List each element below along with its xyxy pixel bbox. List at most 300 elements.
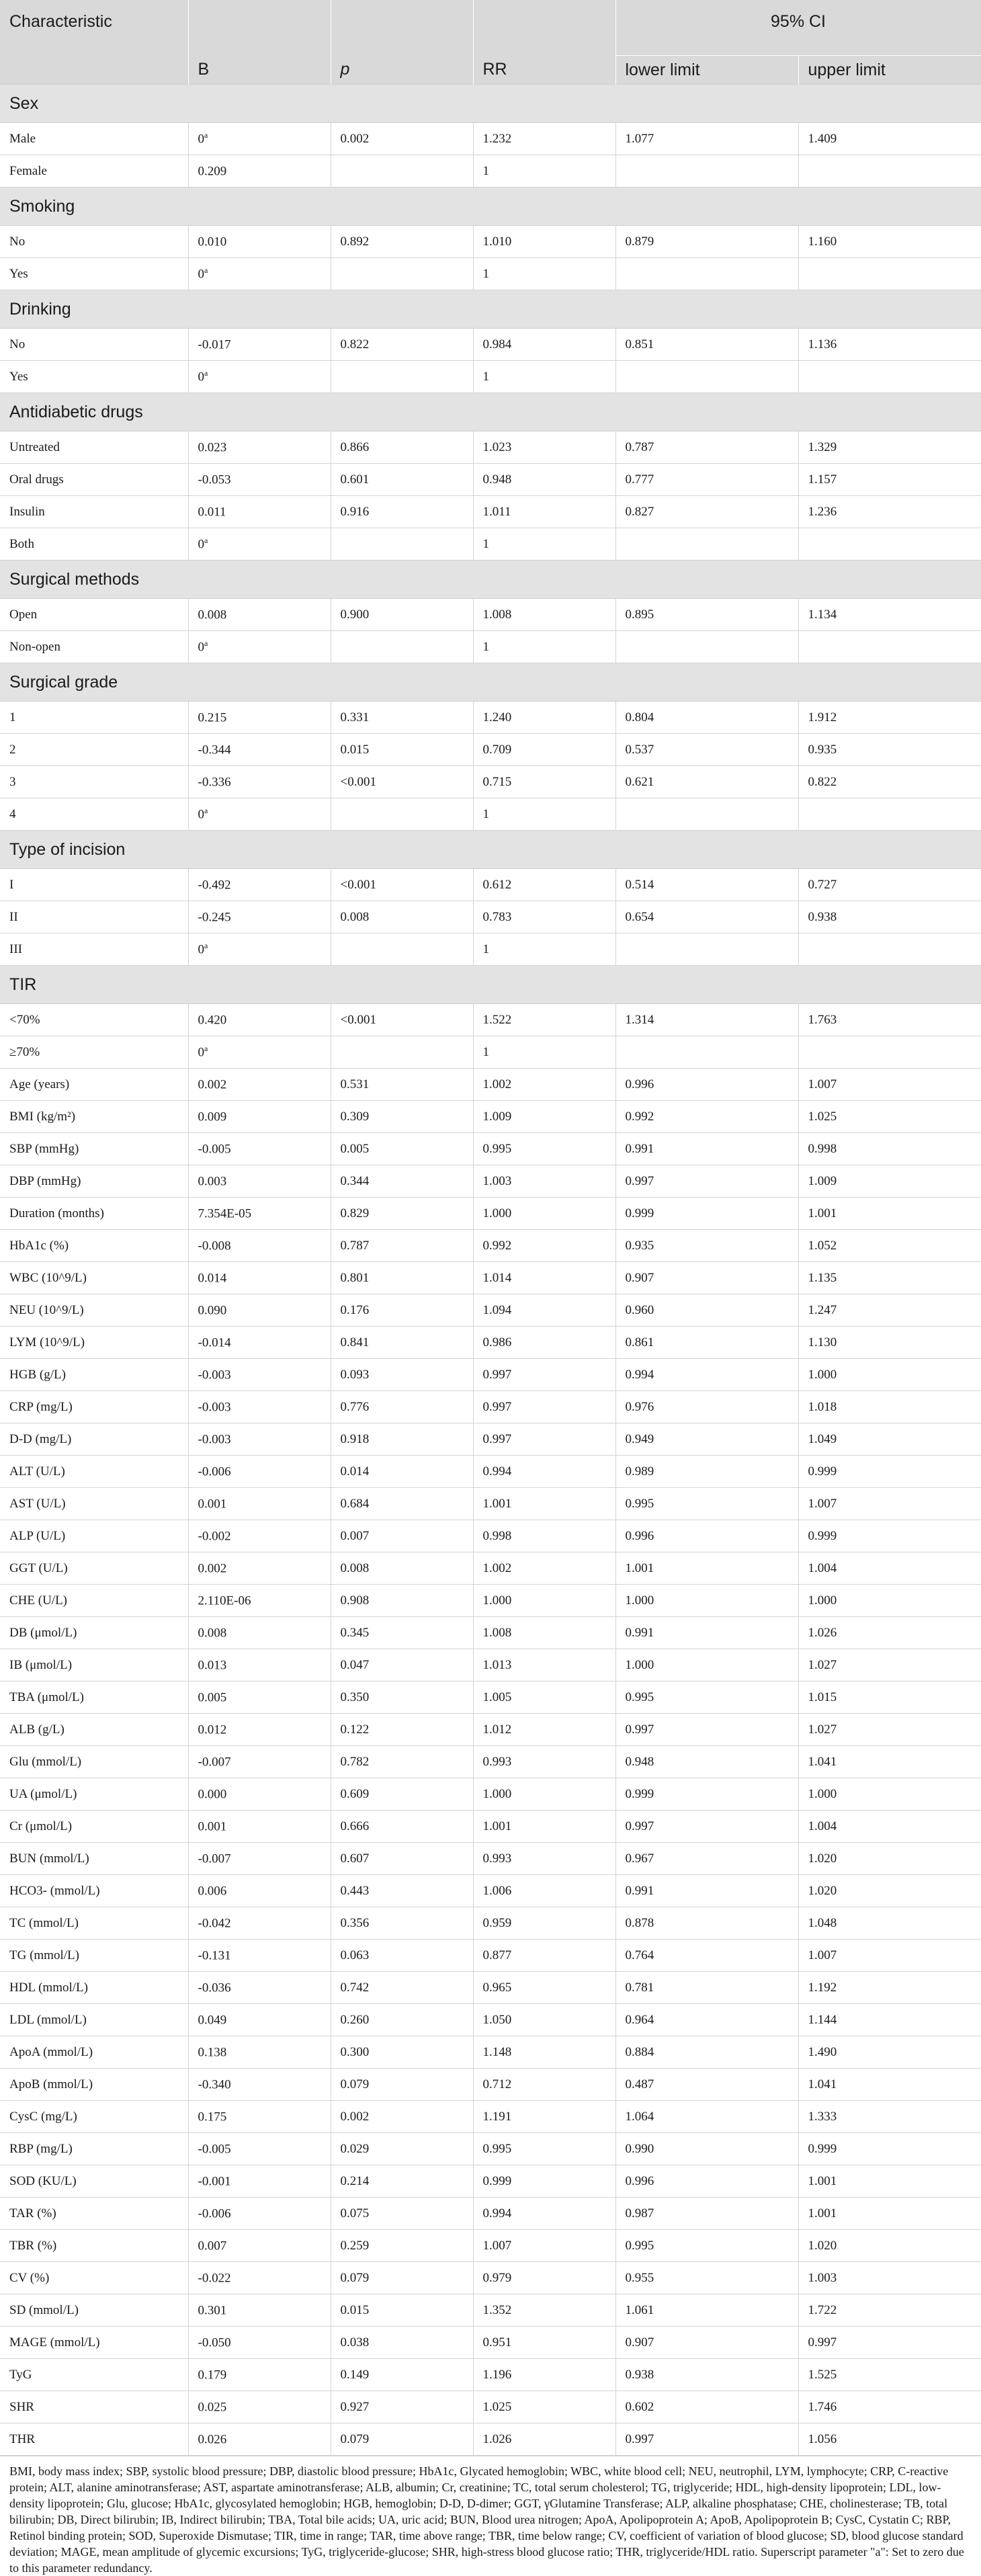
cell-characteristic: [0, 1681, 188, 1714]
cell-b-value: 2.110E-06: [198, 1593, 251, 1608]
cell-lower-limit-value: 0.878: [625, 1915, 654, 1930]
cell-lower-limit: [615, 734, 798, 766]
header-upper-limit: upper limit: [798, 56, 981, 85]
cell-upper-limit: [798, 1198, 981, 1230]
cell-rr-value: 1.008: [482, 1625, 512, 1640]
redundancy-marker: a: [204, 941, 208, 951]
cell-p: [331, 1520, 473, 1552]
cell-lower-limit: [615, 2423, 798, 2456]
cell-upper-limit-value: 1.192: [808, 1980, 837, 1995]
cell-lower-limit: [615, 1714, 798, 1746]
cell-b: [188, 1327, 331, 1359]
table-row: [0, 2165, 981, 2198]
cell-characteristic-value: TG (mmol/L): [9, 1948, 79, 1962]
cell-upper-limit: [798, 496, 981, 528]
cell-rr: [473, 1843, 615, 1875]
cell-characteristic-value: Age (years): [9, 1077, 70, 1091]
cell-p-value: 0.063: [340, 1948, 370, 1962]
cell-upper-limit-value: 1.009: [808, 1173, 837, 1188]
cell-lower-limit-value: 0.955: [625, 2270, 654, 2285]
cell-lower-limit-value: 0.861: [625, 1335, 654, 1349]
cell-rr: [473, 2359, 615, 2391]
cell-b: [188, 1101, 331, 1133]
table-row: [0, 2262, 981, 2294]
cell-characteristic-value: TyG: [9, 2367, 32, 2382]
cell-upper-limit: [798, 1359, 981, 1391]
cell-rr: [473, 2101, 615, 2133]
table-row: [0, 2359, 981, 2391]
cell-characteristic: [0, 933, 188, 966]
cell-characteristic-value: ALT (U/L): [9, 1464, 65, 1479]
cell-lower-limit-value: 0.938: [625, 2367, 654, 2382]
cell-upper-limit: [798, 2230, 981, 2262]
cell-characteristic-value: CRP (mg/L): [9, 1399, 73, 1414]
cell-characteristic: [0, 1778, 188, 1811]
cell-lower-limit-value: 0.487: [625, 2077, 654, 2091]
cell-upper-limit: [798, 1004, 981, 1036]
cell-b: [188, 464, 331, 496]
table-row: [0, 933, 981, 966]
table-row: [0, 1036, 981, 1069]
cell-b-value: -0.022: [198, 2271, 231, 2286]
cell-upper-limit: [798, 798, 981, 831]
cell-upper-limit-value: 1.026: [808, 1625, 837, 1640]
cell-characteristic-value: NEU (10^9/L): [9, 1302, 84, 1317]
table-row: [0, 496, 981, 528]
cell-characteristic: [0, 734, 188, 766]
cell-p: [331, 123, 473, 155]
cell-lower-limit-value: 0.997: [625, 1173, 654, 1188]
header-lower-limit: lower limit: [615, 56, 798, 85]
cell-upper-limit-value: 1.000: [808, 1593, 837, 1608]
cell-characteristic: [0, 1069, 188, 1101]
cell-p: [331, 2165, 473, 2198]
cell-lower-limit: [615, 1198, 798, 1230]
cell-characteristic-value: WBC (10^9/L): [9, 1270, 87, 1285]
cell-lower-limit: [615, 2359, 798, 2391]
cell-p: [331, 258, 473, 290]
cell-upper-limit-value: 1.160: [808, 234, 837, 249]
cell-b: [188, 1585, 331, 1617]
cell-rr-value: 0.715: [482, 774, 512, 789]
cell-p: [331, 1585, 473, 1617]
cell-characteristic-value: D-D (mg/L): [9, 1431, 72, 1446]
cell-p: [331, 155, 473, 188]
cell-lower-limit: [615, 2327, 798, 2359]
cell-lower-limit-value: 0.602: [625, 2399, 654, 2414]
cell-characteristic: [0, 329, 188, 361]
cell-rr: [473, 1617, 615, 1649]
cell-b: [188, 2036, 331, 2069]
cell-b: [188, 1649, 331, 1681]
cell-rr: [473, 155, 615, 188]
cell-b: [188, 702, 331, 734]
cell-p-value: 0.531: [340, 1077, 370, 1091]
table-row: [0, 1552, 981, 1585]
cell-upper-limit: [798, 329, 981, 361]
cell-p-value: 0.829: [340, 1206, 370, 1220]
cell-characteristic-value: DB (μmol/L): [9, 1625, 77, 1640]
cell-p: [331, 464, 473, 496]
cell-characteristic: [0, 2133, 188, 2165]
cell-characteristic-value: III: [9, 942, 22, 956]
cell-upper-limit: [798, 1262, 981, 1294]
cell-lower-limit: [615, 1746, 798, 1778]
cell-upper-limit-value: 1.001: [808, 2206, 837, 2220]
cell-b-value: -0.005: [198, 1142, 231, 1157]
header-spacer-rr: [473, 0, 615, 56]
table-row: [0, 1681, 981, 1714]
cell-rr: [473, 1101, 615, 1133]
cell-upper-limit-value: 1.912: [808, 710, 837, 724]
cell-p-value: 0.344: [340, 1173, 370, 1188]
cell-b: [188, 1198, 331, 1230]
cell-rr: [473, 1004, 615, 1036]
cell-lower-limit-value: 0.991: [625, 1625, 654, 1640]
cell-upper-limit-value: 1.333: [808, 2109, 837, 2124]
cell-p-value: 0.742: [340, 1980, 370, 1995]
cell-rr-value: 0.999: [482, 2173, 512, 2188]
cell-b: [188, 1165, 331, 1198]
cell-p-value: 0.684: [340, 1496, 370, 1511]
cell-b: [188, 2165, 331, 2198]
cell-p: [331, 734, 473, 766]
cell-p: [331, 2069, 473, 2101]
cell-p-value: 0.007: [340, 1528, 370, 1543]
cell-upper-limit-value: 1.236: [808, 504, 837, 519]
cell-b-value: 0: [198, 370, 204, 384]
cell-lower-limit: [615, 155, 798, 188]
cell-characteristic-value: BMI (kg/m²): [9, 1109, 76, 1124]
cell-lower-limit: [615, 226, 798, 258]
cell-rr: [473, 1198, 615, 1230]
section-row: [0, 188, 981, 226]
cell-rr-value: 0.965: [482, 1980, 512, 1995]
cell-characteristic-value: Oral drugs: [9, 472, 64, 487]
cell-upper-limit-value: 1.049: [808, 1431, 837, 1446]
cell-upper-limit: [798, 1681, 981, 1714]
cell-rr-value: 1.010: [482, 234, 512, 249]
cell-b-value: 0.008: [198, 608, 227, 622]
cell-upper-limit: [798, 766, 981, 798]
cell-upper-limit: [798, 1520, 981, 1552]
cell-p: [331, 431, 473, 464]
cell-b-value: 0: [198, 640, 204, 655]
cell-rr: [473, 1423, 615, 1456]
cell-b-value: 0.209: [198, 164, 227, 179]
table-row: [0, 1875, 981, 1907]
cell-characteristic: [0, 1423, 188, 1456]
cell-p: [331, 702, 473, 734]
cell-upper-limit-value: 0.997: [808, 2335, 837, 2350]
cell-lower-limit-value: 0.895: [625, 607, 654, 622]
cell-lower-limit-value: 0.997: [625, 1722, 654, 1737]
cell-characteristic-value: 3: [9, 774, 16, 789]
cell-lower-limit-value: 0.827: [625, 504, 654, 519]
cell-lower-limit: [615, 1456, 798, 1488]
cell-rr: [473, 226, 615, 258]
cell-lower-limit: [615, 361, 798, 393]
cell-b-value: 0.006: [198, 1884, 227, 1899]
cell-characteristic-value: No: [9, 337, 26, 351]
cell-upper-limit-value: 0.998: [808, 1141, 837, 1156]
table-row: [0, 1746, 981, 1778]
cell-b: [188, 1133, 331, 1165]
cell-upper-limit: [798, 1294, 981, 1327]
cell-upper-limit-value: 1.041: [808, 2077, 837, 2091]
cell-b: [188, 1714, 331, 1746]
cell-upper-limit: [798, 734, 981, 766]
cell-p: [331, 226, 473, 258]
cell-b: [188, 599, 331, 631]
cell-lower-limit-value: 0.949: [625, 1431, 654, 1446]
cell-upper-limit-value: 1.020: [808, 1883, 837, 1898]
cell-rr: [473, 1488, 615, 1520]
cell-characteristic: [0, 2036, 188, 2069]
cell-rr: [473, 1778, 615, 1811]
cell-lower-limit: [615, 2198, 798, 2230]
cell-b-value: 0.008: [198, 1626, 227, 1640]
cell-b-value: -0.036: [198, 1981, 231, 1995]
cell-lower-limit: [615, 123, 798, 155]
cell-lower-limit-value: 0.995: [625, 1690, 654, 1704]
table-row: [0, 1585, 981, 1617]
cell-upper-limit-value: 1.409: [808, 131, 837, 146]
cell-b: [188, 1681, 331, 1714]
cell-rr: [473, 2133, 615, 2165]
cell-lower-limit-value: 0.991: [625, 1141, 654, 1156]
cell-b-value: 0.049: [198, 2013, 227, 2028]
cell-b-value: 0: [198, 942, 204, 957]
cell-lower-limit: [615, 798, 798, 831]
cell-rr: [473, 1165, 615, 1198]
table-row: [0, 528, 981, 560]
cell-upper-limit-value: 1.135: [808, 1270, 837, 1285]
cell-lower-limit: [615, 2004, 798, 2036]
cell-rr: [473, 734, 615, 766]
cell-b: [188, 329, 331, 361]
cell-p: [331, 1714, 473, 1746]
cell-lower-limit-value: 1.314: [625, 1012, 654, 1027]
cell-b: [188, 1972, 331, 2004]
section-row: [0, 966, 981, 1004]
cell-characteristic: [0, 464, 188, 496]
cell-rr: [473, 933, 615, 966]
cell-upper-limit: [798, 1423, 981, 1456]
cell-rr: [473, 1230, 615, 1262]
cell-characteristic: [0, 2004, 188, 2036]
cell-lower-limit: [615, 2230, 798, 2262]
cell-b-value: -0.014: [198, 1335, 231, 1350]
cell-lower-limit: [615, 496, 798, 528]
cell-characteristic: [0, 631, 188, 663]
cell-lower-limit-value: 0.537: [625, 742, 654, 757]
cell-rr: [473, 2327, 615, 2359]
cell-lower-limit: [615, 2262, 798, 2294]
cell-lower-limit-value: 0.989: [625, 1464, 654, 1479]
cell-lower-limit-value: 0.995: [625, 1496, 654, 1511]
table-row: [0, 1069, 981, 1101]
cell-p: [331, 1617, 473, 1649]
cell-lower-limit: [615, 1811, 798, 1843]
cell-upper-limit: [798, 2423, 981, 2456]
table-row: [0, 361, 981, 393]
cell-b: [188, 1875, 331, 1907]
cell-rr-value: 1.008: [482, 607, 512, 622]
cell-b: [188, 1617, 331, 1649]
cell-p: [331, 1101, 473, 1133]
table-body: [0, 85, 981, 2456]
cell-b: [188, 2294, 331, 2327]
cell-upper-limit: [798, 2036, 981, 2069]
cell-b: [188, 1843, 331, 1875]
cell-upper-limit-value: 1.020: [808, 2238, 837, 2253]
cell-characteristic-value: AST (U/L): [9, 1496, 66, 1511]
cell-b-value: 0.002: [198, 1077, 227, 1092]
cell-rr-value: 1.011: [482, 504, 511, 519]
cell-rr: [473, 1359, 615, 1391]
cell-rr-value: 1.007: [482, 2238, 512, 2253]
cell-lower-limit: [615, 631, 798, 663]
cell-characteristic: [0, 2423, 188, 2456]
cell-p-value: 0.866: [340, 440, 370, 454]
cell-characteristic-value: ≥70%: [9, 1044, 40, 1059]
cell-rr-value: 0.783: [482, 909, 512, 924]
cell-b-value: 0.003: [198, 1174, 227, 1189]
cell-p-value: <0.001: [340, 877, 376, 892]
table-row: [0, 1488, 981, 1520]
cell-b-value: -0.001: [198, 2174, 231, 2189]
cell-characteristic: [0, 2069, 188, 2101]
cell-characteristic: [0, 2165, 188, 2198]
cell-characteristic-value: HCO3- (mmol/L): [9, 1883, 100, 1898]
cell-p: [331, 2327, 473, 2359]
cell-b: [188, 1391, 331, 1423]
cell-upper-limit: [798, 1778, 981, 1811]
cell-p-value: 0.005: [340, 1141, 370, 1156]
cell-upper-limit: [798, 2165, 981, 2198]
cell-upper-limit-value: 1.722: [808, 2302, 837, 2317]
cell-rr: [473, 258, 615, 290]
cell-rr: [473, 798, 615, 831]
cell-lower-limit: [615, 2101, 798, 2133]
cell-lower-limit: [615, 1133, 798, 1165]
cell-characteristic: [0, 1875, 188, 1907]
cell-upper-limit: [798, 1327, 981, 1359]
cell-b-value: -0.053: [198, 472, 231, 487]
cell-rr-value: 1.005: [482, 1690, 512, 1704]
cell-upper-limit-value: 1.056: [808, 2432, 837, 2446]
cell-rr: [473, 1585, 615, 1617]
cell-lower-limit-value: 0.907: [625, 1270, 654, 1285]
cell-lower-limit-value: 0.964: [625, 2012, 654, 2027]
table-row: [0, 2294, 981, 2327]
cell-rr-value: 1.352: [482, 2302, 512, 2317]
redundancy-marker: a: [204, 536, 208, 546]
cell-p: [331, 1681, 473, 1714]
table-row: [0, 599, 981, 631]
cell-characteristic: [0, 1520, 188, 1552]
cell-p: [331, 1940, 473, 1972]
cell-upper-limit: [798, 1230, 981, 1262]
cell-upper-limit: [798, 361, 981, 393]
cell-rr: [473, 528, 615, 560]
cell-characteristic-value: ApoA (mmol/L): [9, 2044, 93, 2059]
header-b: B: [188, 56, 331, 85]
table-row: [0, 1198, 981, 1230]
section-row: [0, 290, 981, 329]
section-row: [0, 663, 981, 702]
cell-p-value: 0.609: [340, 1786, 370, 1801]
cell-upper-limit: [798, 1101, 981, 1133]
cell-rr-value: 0.997: [482, 1399, 512, 1414]
cell-p: [331, 2198, 473, 2230]
redundancy-marker: a: [204, 638, 208, 649]
cell-b: [188, 1940, 331, 1972]
cell-lower-limit-value: 0.514: [625, 877, 654, 892]
cell-characteristic: [0, 1198, 188, 1230]
cell-rr-value: 1.002: [482, 1561, 512, 1575]
cell-p: [331, 798, 473, 831]
cell-b: [188, 2262, 331, 2294]
cell-characteristic-value: BUN (mmol/L): [9, 1851, 89, 1866]
cell-b: [188, 631, 331, 663]
cell-characteristic-value: Insulin: [9, 504, 45, 519]
cell-rr: [473, 2230, 615, 2262]
cell-b: [188, 2327, 331, 2359]
cell-upper-limit-value: 1.048: [808, 1915, 837, 1930]
cell-b: [188, 1746, 331, 1778]
redundancy-marker: a: [204, 130, 208, 140]
cell-characteristic-value: 2: [9, 742, 16, 757]
cell-b-value: 0.138: [198, 2045, 227, 2060]
table-row: [0, 431, 981, 464]
cell-upper-limit: [798, 1617, 981, 1649]
cell-p: [331, 2359, 473, 2391]
cell-lower-limit: [615, 1907, 798, 1940]
cell-characteristic-value: HGB (g/L): [9, 1367, 66, 1382]
cell-rr-value: 0.979: [482, 2270, 512, 2285]
cell-p-value: 0.002: [340, 2109, 370, 2124]
cell-lower-limit-value: 0.990: [625, 2141, 654, 2156]
cell-lower-limit: [615, 1391, 798, 1423]
cell-p-value: 0.822: [340, 337, 370, 351]
cell-rr-value: 0.959: [482, 1915, 512, 1930]
cell-rr-value: 1: [482, 806, 489, 821]
cell-p: [331, 1907, 473, 1940]
redundancy-marker: a: [204, 1044, 208, 1054]
cell-characteristic: [0, 1230, 188, 1262]
cell-p: [331, 361, 473, 393]
cell-p: [331, 496, 473, 528]
cell-upper-limit-value: 1.041: [808, 1754, 837, 1769]
table-row: [0, 1165, 981, 1198]
cell-characteristic: [0, 123, 188, 155]
cell-lower-limit-value: 0.996: [625, 2173, 654, 2188]
cell-p: [331, 901, 473, 933]
cell-p-value: 0.047: [340, 1657, 370, 1672]
cell-b-value: -0.340: [198, 2077, 231, 2092]
cell-characteristic-value: SOD (KU/L): [9, 2173, 77, 2188]
cell-characteristic-value: UA (μmol/L): [9, 1786, 77, 1801]
header-p: p: [331, 56, 473, 85]
cell-p: [331, 1262, 473, 1294]
cell-b: [188, 869, 331, 901]
cell-characteristic: [0, 1649, 188, 1681]
cell-upper-limit-value: 1.004: [808, 1819, 837, 1833]
cell-p: [331, 1391, 473, 1423]
cell-characteristic: [0, 258, 188, 290]
